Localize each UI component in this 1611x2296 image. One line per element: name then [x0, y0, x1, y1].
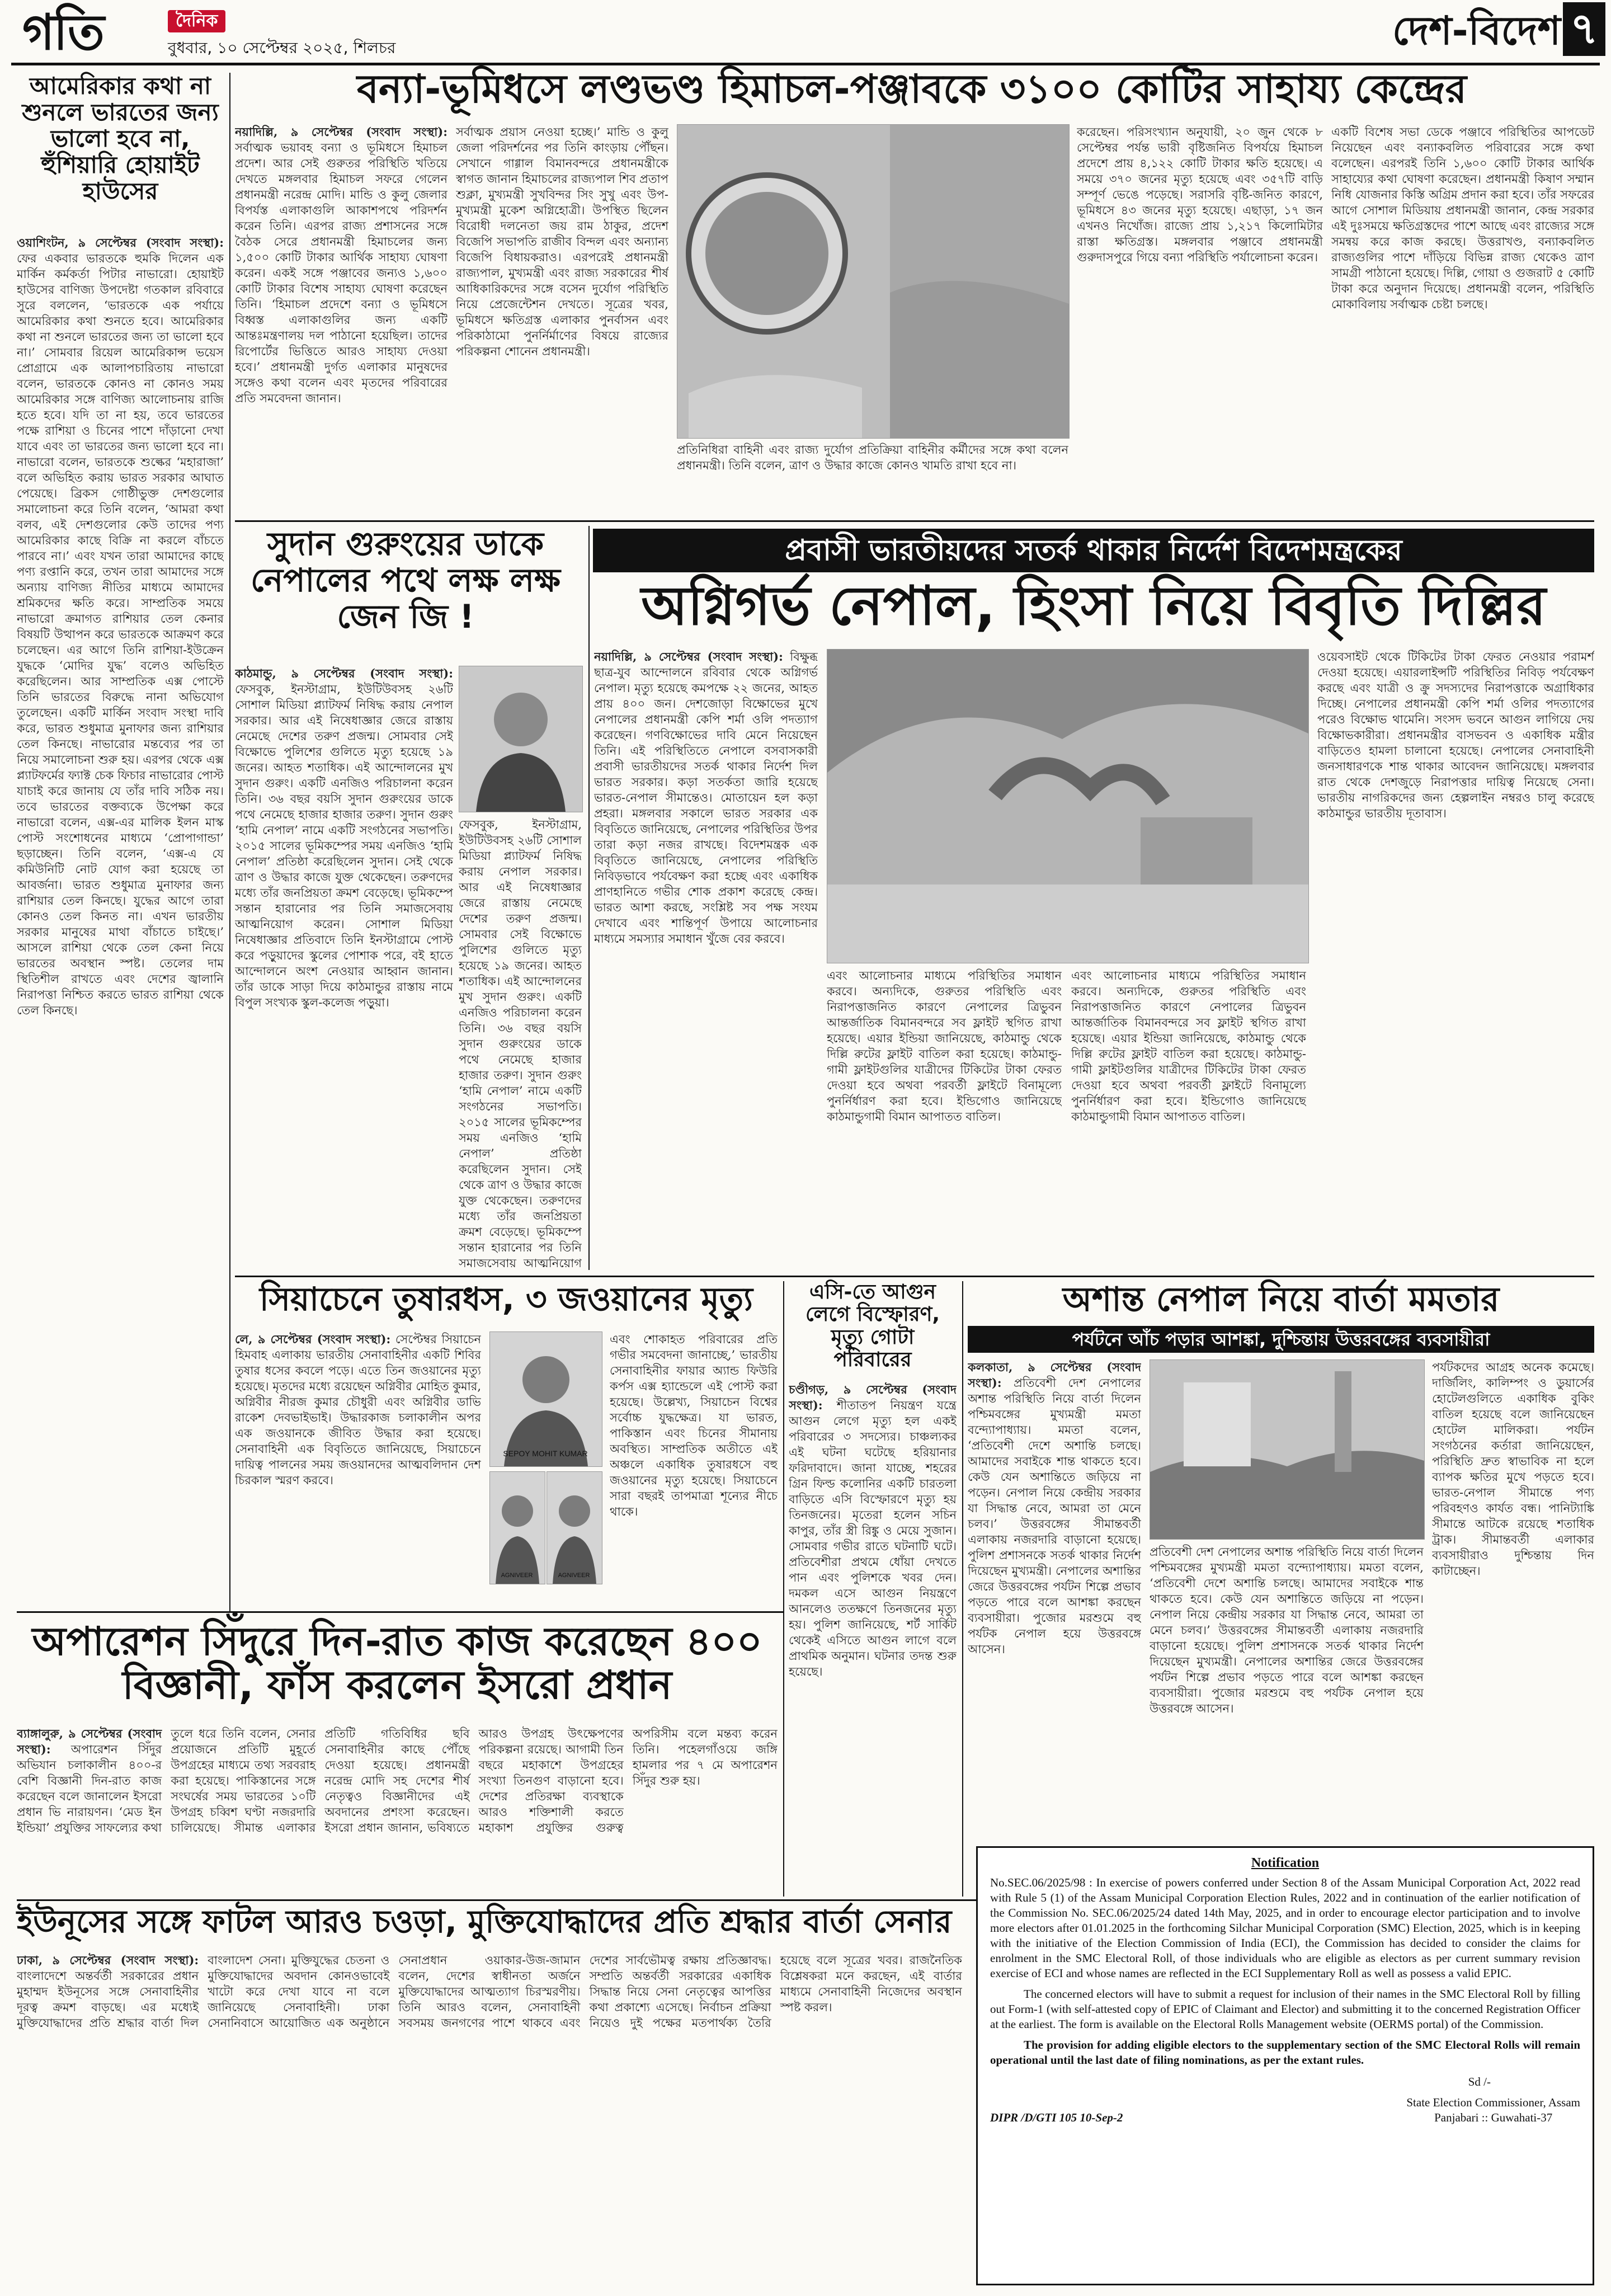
mamata-photo: [1150, 1359, 1425, 1540]
story-ac-fire: চণ্ডীগড়, ৯ সেপ্টেম্বর (সংবাদ সংস্থা): শীতাতপ নিয়ন্ত্রণ যন্ত্রে আগুন লেগে মৃত্যু হল একই পরিবারের ৩ সদস্যের। চাঞ্চল্যকর এই ঘটনা ঘটেছে হরিয়ানার ফরিদাবাদে। জানা যাচ্ছে, শহরের গ্রিন ফিল্ড কলোনির একটি চারতলা বাড়িতে এসি বিস্ফোরণে মৃত্যু হয় তিনজনের। মৃতেরা হলেন সচিন কাপুর, তাঁর স্ত্রী রিঙ্কু ও মেয়ে সুজান। সোমবার গভীর রাতে ঘটনাটি ঘটে। প্রতিবেশীরা প্রথমে ধোঁয়া দেখতে পান এবং পুলিশকে খবর দেন। দমকল এসে আগুন নিয়ন্ত্রণে আনলেও ততক্ষণে তিনজনের মৃত্যু হয়। পুলিশ জানিয়েছে, শর্ট সার্কিট থেকেই এসিতে আগুন লাগে বলে প্রাথমিক অনুমান। ঘটনার তদন্ত শুরু হয়েছে।: [789, 1382, 957, 1678]
story-nepal-col2: এবং আলোচনার মাধ্যমে পরিস্থিতির সমাধান করবে। অন্যদিকে, গুরুতর পরিস্থিতি এবং নিরাপত্তাজনিত কারণে নেপালের ত্রিভুবন আন্তর্জাতিক বিমানবন্দরে সব ফ্লাইট স্থগিত রাখা হয়েছে। এয়ার ইন্ডিয়া জানিয়েছে, কাঠমান্ডু থেকে দিল্লি রুটের ফ্লাইট বাতিল করা হয়েছে। কাঠমান্ডু-গামী ফ্লাইটগুলির যাত্রীদের টিকিটের টাকা ফেরত দেওয়া হবে অথবা পরবর্তী ফ্লাইটে বিনামূল্যে পুনর্নির্ধারণ করা হবে। ইন্ডিগোও জানিয়েছে কাঠমান্ডুগামী বিমান আপাতত বাতিল।: [827, 969, 1062, 1123]
story-isro: ব্যাঙ্গালুরু, ৯ সেপ্টেম্বর (সংবাদ সংস্থা): অপারেশন সিঁদুর অভিযান চলাকালীন ৪০০-র বেশি বিজ্ঞানী দিন-রাত কাজ করেছেন বলে জানালেন ইসরো প্রধান ভি নারায়ণন। ‘মেড ইন ইন্ডিয়া’ প্রযুক্তির সাফল্যের কথা তুলে ধরে তিনি বলেন, সেনার প্রয়োজনে প্রতিটি মুহূর্তে উপগ্রহের মাধ্যমে তথ্য সরবরাহ করা হয়েছে। পাকিস্তানের সঙ্গে সংঘর্ষের সময় ভারতের ১০টি উপগ্রহ চব্বিশ ঘণ্টা নজরদারি চালিয়েছে। সীমান্ত এলাকার প্রতিটি গতিবিধির ছবি সেনাবাহিনীর কাছে পৌঁছে দেওয়া হয়েছে। প্রধানমন্ত্রী নরেন্দ্র মোদি সহ দেশের শীর্ষ নেতৃত্বও বিজ্ঞানীদের এই অবদানের প্রশংসা করেছেন। ইসরো প্রধান জানান, ভবিষ্যতে আরও উপগ্রহ উৎক্ষেপণের পরিকল্পনা রয়েছে। আগামী তিন বছরে মহাকাশে উপগ্রহের সংখ্যা তিনগুণ বাড়ানো হবে। দেশের প্রতিরক্ষা ব্যবস্থাকে আরও শক্তিশালী করতে মহাকাশ প্রযুক্তির গুরুত্ব অপরিসীম বলে মন্তব্য করেন তিনি। পহেলগাঁওয়ে জঙ্গি হামলার পর ৭ মে অপারেশন সিঁদুর শুরু হয়।: [17, 1726, 778, 1834]
story-himachal-col4: একটি বিশেষ সভা ডেকে পঞ্জাবে পরিস্থিতির আপডেট নিয়েছেন এবং বন্যাকবলিত পরিবারের সঙ্গে কথা বলেছেন। এরপরই তিনি ১,৬০০ কোটি টাকার আর্থিক সাহায্যের কথা ঘোষণা করেছেন। প্রধানমন্ত্রী কিষাণ সম্মান নিধি যোজনার কিস্তি অগ্রিম প্রদান করা হবে। তাঁর সফরের আগে সোশাল মিডিয়ায় প্রধানমন্ত্রী জানান, কেন্দ্র সরকার এই দুঃসময়ে ক্ষতিগ্রস্তদের পাশে আছে এবং রাজ্যের সঙ্গে সমন্বয় করে কাজ করছে। উত্তরাখণ্ড, বন্যাকবলিত রাজ্যগুলির পাশে দাঁড়িয়ে বিভিন্ন রাজ্য থেকেও ত্রাণ সামগ্রী পাঠানো হয়েছে। দিল্লি, গোয়া ও গুজরাট ৫ কোটি টাকা করে অনুদান দিয়েছে। প্রধানমন্ত্রী বলেন, পরিস্থিতি মোকাবিলায় সর্বাত্মক চেষ্টা চলছে।: [1331, 125, 1594, 311]
dipr-code: DIPR /D/GTI 105 10-Sep-2: [990, 2111, 1123, 2124]
section-title: দেশ-বিদেশ: [1392, 8, 1561, 54]
story-mamata-right: পর্যটকদের আগ্রহ অনেক কমেছে। দার্জিলিং, কালিম্পং ও ডুয়ার্সের হোটেলগুলিতে একাধিক বুকিং বাতিল হয়েছে বলে জানিয়েছেন হোটেল মালিকরা। পর্যটন সংগঠনের কর্তারা জানিয়েছেন, পরিস্থিতি দ্রুত স্বাভাবিক না হলে ব্যাপক ক্ষতির মুখে পড়তে হবে। ভারত-নেপাল সীমান্তে পণ্য পরিবহণও কার্যত বন্ধ। পানিট্যাঙ্কি সীমান্তে আটকে রয়েছে শতাধিক ট্রাক। সীমান্তবর্তী এলাকার ব্যবসায়ীরাও দুশ্চিন্তায় দিন কাটাচ্ছেন।: [1432, 1361, 1594, 1578]
headline-mamata: অশান্ত নেপাল নিয়ে বার্তা মমতার: [1062, 1280, 1500, 1319]
headline-siachen: সিয়াচেনে তুষারধস, ৩ জওয়ানের মৃত্যু: [260, 1280, 753, 1318]
section-rule: [235, 520, 1594, 522]
notification-address: Panjabari :: Guwahati-37: [1434, 2111, 1553, 2124]
section-rule: [17, 1611, 783, 1613]
sudan-gurung-photo: [459, 666, 583, 812]
story-himachal-col1: নয়াদিল্লি, ৯ সেপ্টেম্বর (সংবাদ সংস্থা): সর্বাত্মক ভয়াবহ বন্যা ও ভূমিধসে হিমাচল প্রদেশ। আর সেই গুরুতর পরিস্থিতি খতিয়ে দেখতে মঙ্গলবার হিমাচল সফরে গেলেন প্রধানমন্ত্রী নরেন্দ্র মোদি। মান্ডি ও কুলু জেলার বিপর্যস্ত এলাকাগুলি আকাশপথে পরিদর্শন করেন তিনি। এরপর রাজ্য প্রশাসনের সঙ্গে বৈঠক সেরে প্রধানমন্ত্রী হিমাচলের জন্য ১,৫০০ কোটি টাকার আর্থিক সাহায্য ঘোষণা করেন। একই সঙ্গে পঞ্জাবের জন্যও ১,৬০০ কোটি টাকার বিশেষ সাহায্য ঘোষণা করেছেন তিনি। ‘হিমাচল প্রদেশে বন্যা ও ভূমিধসে বিধ্বস্ত এলাকাগুলির জন্য একটি আন্তঃমন্ত্রণালয় দল পাঠানো হয়েছিল। তাদের রিপোর্টের ভিত্তিতে আরও সাহায্য দেওয়া হবে।’ প্রধানমন্ত্রী দুর্গত এলাকার মানুষদের সঙ্গেও কথা বলেন এবং মৃতদের পরিবারের প্রতি সমবেদনা জানান।: [235, 125, 447, 405]
headline-yunus: ইউনূসের সঙ্গে ফাটল আরও চওড়া, মুক্তিযোদ্ধাদের প্রতি শ্রদ্ধার বার্তা সেনার: [17, 1904, 952, 1940]
notification-sig: Sd /-: [1468, 2075, 1491, 2088]
story-nepal-col3: এবং আলোচনার মাধ্যমে পরিস্থিতির সমাধান করবে। অন্যদিকে, গুরুতর পরিস্থিতি এবং নিরাপত্তাজনিত কারণে নেপালের ত্রিভুবন আন্তর্জাতিক বিমানবন্দরে সব ফ্লাইট স্থগিত রাখা হয়েছে। এয়ার ইন্ডিয়া জানিয়েছে, কাঠমান্ডু থেকে দিল্লি রুটের ফ্লাইট বাতিল করা হয়েছে। কাঠমান্ডু-গামী ফ্লাইটগুলির যাত্রীদের টিকিটের টাকা ফেরত দেওয়া হবে অথবা পরবর্তী ফ্লাইটে বিনামূল্যে পুনর্নির্ধারণ করা হবে। ইন্ডিগোও জানিয়েছে কাঠমান্ডুগামী বিমান আপাতত বাতিল।: [1071, 969, 1306, 1123]
mamata-subhead: পর্যটনে আঁচ পড়ার আশঙ্কা, দুশ্চিন্তায় উত্তরবঙ্গের ব্যবসায়ীরা: [968, 1326, 1594, 1353]
story-nepal-col4: ওয়েবসাইট থেকে টিকিটের টাকা ফেরত নেওয়ার পরামর্শ দেওয়া হয়েছে। এয়ারলাইন্সটি পরিস্থিতির নিবিড় পর্যবেক্ষণ করছে এবং যাত্রী ও ক্রু সদস্যদের নিরাপত্তাকে অগ্রাধিকার দিচ্ছে। নেপালের প্রধানমন্ত্রী কেপি শর্মা ওলির পদত্যাগের পরেও বিক্ষোভ থামেনি। সংসদ ভবনে আগুন লাগিয়ে দেয় বিক্ষোভকারীরা। প্রধানমন্ত্রীর বাসভবন ও একাধিক মন্ত্রীর বাড়িতেও হামলা চালানো হয়েছে। নেপালের সেনাবাহিনী জনসাধারণকে শান্ত থাকার আবেদন জানিয়েছে। মঙ্গলবার রাত থেকে দেশজুড়ে নিরাপত্তার দায়িত্ব নিয়েছে সেনা। ভারতীয় নাগরিকদের জন্য হেল্পলাইন নম্বরও চালু করেছে কাঠমান্ডুর ভারতীয় দূতাবাস।: [1317, 650, 1594, 820]
soldier-name-1: SEPOY MOHIT KUMAR: [503, 1449, 588, 1458]
himachal-photo: [677, 124, 1070, 439]
headline-isro: অপারেশন সিঁদুরে দিন-রাত কাজ করেছেন ৪০০ বিজ্ঞানী, ফাঁস করলেন ইসরো প্রধান: [32, 1619, 762, 1709]
issue-date: বুধবার, ১০ সেপ্টেম্বর ২০২৫, শিলচর: [168, 39, 396, 57]
headline-himachal: বন্যা-ভূমিধসে লণ্ডভণ্ড হিমাচল-পঞ্জাবকে ৩১০০ কোটির সাহায্য কেন্দ্রের: [356, 66, 1467, 112]
soldier-name-3: AGNIVEER: [558, 1572, 590, 1579]
headline-nepal: অগ্নিগর্ভ নেপাল, হিংসা নিয়ে বিবৃতি দিল্লির: [641, 575, 1546, 637]
notification-signatory: State Election Commissioner, Assam: [1406, 2096, 1580, 2109]
column-rule: [229, 73, 230, 1611]
notification-para-2: The concerned electors will have to submit a request for inclusion of their names in the SMC Electoral Roll by filling out Form-1 (with self-attested copy of EPIC of Claimant and Elector) and submitting it to the concerned Registration Officer at the earliest. The form is available on the Electoral Rolls Management website (OERMS portal) of the Commission.: [990, 1987, 1580, 2031]
masthead-rule: [11, 63, 1600, 65]
story-nepal-col1: নয়াদিল্লি, ৯ সেপ্টেম্বর (সংবাদ সংস্থা): বিক্ষুব্ধ ছাত্র-যুব আন্দোলনে রবিবার থেকে অগ্নিগর্ভ নেপাল। মৃত্যু হয়েছে কমপক্ষে ২২ জনের, আহত প্রায় ৪০০ জন। দেশজোড়া বিক্ষোভের মুখে নেপালের প্রধানমন্ত্রী কেপি শর্মা ওলি পদত্যাগ করেছেন। গণবিক্ষোভের দাবি মেনে নিয়েছেন তিনি। এই পরিস্থিতিতে নেপালে বসবাসকারী প্রবাসী ভারতীয়দের সতর্ক থাকার নির্দেশ দিল ভারত সরকার। কড়া সতর্কতা জারি হয়েছে ভারত-নেপাল সীমান্তেও। মোতায়েন হল কড়া প্রহরা। মঙ্গলবার সকালে ভারত সরকার এক বিবৃতিতে জানিয়েছে, নেপালের পরিস্থিতির উপর তারা কড়া নজর রাখছে। বিদেশমন্ত্রক এক বিবৃতিতে জানিয়েছে, নেপালের পরিস্থিতি নিবিড়ভাবে পর্যবেক্ষণ করা হচ্ছে এবং একাধিক প্রাণহানিতে গভীর শোক প্রকাশ করেছে কেন্দ্র। ভারত আশা করছে, সংশ্লিষ্ট সব পক্ষ সংযম দেখাবে এবং শান্তিপূর্ণ উপায়ে আলোচনার মাধ্যমে সমস্যার সমাধান খুঁজে বের করবে।: [594, 650, 818, 945]
soldier-photo-2: [489, 1471, 545, 1584]
soldier-photo-3: [547, 1471, 602, 1584]
nepal-fire-photo: [827, 649, 1309, 963]
newspaper-logo: গতি: [22, 3, 103, 61]
himachal-photo-caption: প্রতিনিধিরা বাহিনী এবং রাজ্য দুর্যোগ প্রতিক্রিয়া বাহিনীর কর্মীদের সঙ্গে কথা বলেন প্রধানমন্ত্রী। তিনি বলেন, ত্রাণ ও উদ্ধার কাজে কোনও খামতি রাখা হবে না।: [677, 443, 1068, 472]
story-siachen: লে, ৯ সেপ্টেম্বর (সংবাদ সংস্থা): সেপ্টেম্বর সিয়াচেন হিমবাহ এলাকায় ভারতীয় সেনাবাহিনীর একটি শিবির তুষার ধসের কবলে পড়ে। এতে তিন জওয়ানের মৃত্যু হয়েছে। মৃতদের মধ্যে রয়েছেন অগ্নিবীর মোহিত কুমার, অগ্নিবীর নীরজ কুমার চৌধুরী এবং অগ্নিবীর ডাভি রাকেশ দেবভাইভাই। উদ্ধারকাজ চলাকালীন অপর এক জওয়ানকে জীবিত উদ্ধার করা হয়েছে। সেনাবাহিনী এক বিবৃতিতে জানিয়েছে, সিয়াচেনে দায়িত্ব পালনের সময় জওয়ানদের আত্মবলিদান দেশ চিরকাল স্মরণ করবে।: [235, 1332, 481, 1487]
story-sudan-cont: ফেসবুক, ইনস্টাগ্রাম, ইউটিউবসহ ২৬টি সোশাল মিডিয়া প্ল্যাটফর্ম নিষিদ্ধ করায় নেপাল সরকার। আর এই নিষেধাজ্ঞার জেরে রাস্তায় নেমেছে দেশের তরুণ প্রজন্ম। সোমবার সেই বিক্ষোভে পুলিশের গুলিতে মৃত্যু হয়েছে ১৯ জনের। আহত শতাধিক। এই আন্দোলনের মুখ সুদান গুরুং। একটি এনজিও পরিচালনা করেন তিনি। ৩৬ বছর বয়সি সুদান গুরুংয়ের ডাকে পথে নেমেছে হাজার হাজার তরুণ। সুদান গুরুং ‘হামি নেপাল’ নামে একটি সংগঠনের সভাপতি। ২০১৫ সালের ভূমিকম্পের সময় এনজিও ‘হামি নেপাল’ প্রতিষ্ঠা করেছিলেন সুদান। সেই থেকে ত্রাণ ও উদ্ধার কাজে যুক্ত থেকেছেন। তরুণদের মধ্যে তাঁর জনপ্রিয়তা ক্রমশ বেড়েছে। ভূমিকম্পে সন্তান হারানোর পর তিনি সমাজসেবায় আত্মনিয়োগ: [459, 818, 582, 1270]
story-us-warning: ওয়াশিংটন, ৯ সেপ্টেম্বর (সংবাদ সংস্থা): ফের একবার ভারতকে হুমকি দিলেন এক মার্কিন কর্মকর্তা পিটার নাভারো। হোয়াইট হাউসের বাণিজ্য উপদেষ্টা গতকাল রবিবারে সুরে বললেন, ‘ভারতকে এক পর্যায়ে আমেরিকার কথা শুনতে হবে। আমেরিকার কথা না শুনলে ভারতের জন্য তা ভালো হবে না।’ সোমবার রিয়েল আমেরিকান্স ভয়েস প্রোগ্রামে এক আলাপচারিতায় নাভারো বলেন, ভারতকে কোনও না কোনও সময় আমেরিকার সঙ্গে বাণিজ্য আলোচনায় রাজি হতে হবে। যদি তা না হয়, তবে ভারতের পক্ষে রাশিয়া ও চিনের পাশে দাঁড়ানো দেখা যাবে এবং তা ভারতের জন্য ভালো হবে না। নাভারো বলেন, ভারতকে শুল্কের ‘মহারাজা’ বলে অভিহিত করায় ভারত সরকার আঘাত পেয়েছে। ব্রিকস গোষ্ঠীভুক্ত দেশগুলোর সমালোচনা করে তিনি বলেন, ‘আমরা কথা বলব, এই দেশগুলোর কেউ তাদের পণ্য আমেরিকার কাছে বিক্রি না করলে বাঁচতে পারবে না।’ এবং যখন তারা আমাদের কাছে পণ্য রপ্তানি করে, তখন তারা আমাদের সঙ্গে অন্যায় বাণিজ্য নীতির মাধ্যমে আমাদের শ্রমিকদের ক্ষতি করে। সাম্প্রতিক সময়ে নাভারো ক্রমাগত রাশিয়ার তেল কেনার বিষয়টি উত্থাপন করে ভারতকে আক্রমণ করে চলেছেন। এর আগে তিনি রাশিয়া-ইউক্রেন যুদ্ধকে ‘মোদির যুদ্ধ’ বলেও অভিহিত করেছিলেন। আর সাম্প্রতিক এক্স পোস্টে তিনি ভারতের বিরুদ্ধে নানা অভিযোগ তুলেছেন। একটি মার্কিন সংবাদ সংস্থা দাবি করে, ভারত শুধুমাত্র মুনাফার জন্য রাশিয়ার তেল কিনছে। নাভারোর মন্তব্যের পর তা নিয়ে সমালোচনা শুরু হয়। এরপর থেকে এক্স প্ল্যাটফর্মের ফ্যাক্ট চেক ফিচার নাভারোর পোস্ট যাচাই করে জানায় যে তাঁর দাবি সঠিক নয়। তবে ভারতের বক্তব্যকে উপেক্ষা করে নাভারো বলেন, এক্স-এর মালিক ইলন মাস্ক পোস্ট সংশোধনের মাধ্যমে ‘প্রোপাগান্ডা’ ছড়াচ্ছেন। তিনি বলেন, ‘এক্স-এ যে কমিউনিটি নোট যোগ করা হয়েছে তা আবর্জনা। ভারত শুধুমাত্র মুনাফার জন্য রাশিয়ার তেল কিনছে। যুদ্ধের আগে তারা কোনও তেল কিনত না। এখন ভারতীয় সরকার মানুষের মাথা বাঁচাতে চাইছে।’ আসলে রাশিয়া থেকে তেল কেনা নিয়ে ভারতের অবস্থান স্পষ্ট। তেলের দাম স্থিতিশীল রাখতে এবং দেশের জ্বালানি নিরাপত্তা নিশ্চিত করতে ভারত রাশিয়া থেকে তেল কিনছে।: [17, 236, 224, 1017]
headline-ac-fire: এসি-তে আগুন লেগে বিস্ফোরণ, মৃত্যু গোটা পরিবারের: [805, 1281, 940, 1371]
page-number: ৭: [1563, 2, 1605, 56]
story-himachal-col2: সর্বাত্মক প্রয়াস নেওয়া হচ্ছে।’ মান্ডি ও কুলু জেলা পরিদর্শনের পর তিনি কাংড়ায় পৌঁছন। সেখানে গাগ্গাল বিমানবন্দরে প্রধানমন্ত্রীকে স্বাগত জানান হিমাচলের রাজ্যপাল শিব প্রতাপ শুক্লা, মুখ্যমন্ত্রী সুখবিন্দর সিং সুখু এবং উপ-মুখ্যমন্ত্রী মুকেশ অগ্নিহোত্রী। উপস্থিত ছিলেন বিরোধী দলনেতা জয় রাম ঠাকুর, প্রদেশ বিজেপি সভাপতি রাজীব বিন্দল এবং অন্যান্য বিজেপি বিধায়করাও। এরপরেই প্রধানমন্ত্রী রাজ্যপাল, মুখ্যমন্ত্রী এবং রাজ্য সরকারের শীর্ষ আধিকারিকদের সঙ্গে বসেন দুর্যোগ পরিস্থিতি নিয়ে প্রেজেন্টেশন দেখতে। সূত্রের খবর, ভূমিধসে ক্ষতিগ্রস্ত এলাকার পুনর্বাসন এবং পরিকাঠামো পুনর্নির্মাণের বিষয়ে রাজ্যের পরিকল্পনা শোনেন প্রধানমন্ত্রী।: [456, 125, 668, 358]
story-siachen-cont: এবং শোকাহত পরিবারের প্রতি গভীর সমবেদনা জানাচ্ছে,’ ভারতীয় সেনাবাহিনীর ফায়ার অ্যান্ড ফিউরি কর্পস এক্স হ্যান্ডেলে এই পোস্ট করা হয়েছে। উল্লেখ্য, সিয়াচেন বিশ্বের সর্বোচ্চ যুদ্ধক্ষেত্র। যা ভারত, পাকিস্তান এবং চিনের সীমানায় অবস্থিত। সাম্প্রতিক অতীতে এই অঞ্চলে একাধিক তুষারধসে বহু জওয়ানের মৃত্যু হয়েছে। সিয়াচেনে সারা বছরই তাপমাত্রা শূন্যের নীচে থাকে।: [610, 1333, 778, 1518]
section-rule: [235, 1276, 1594, 1277]
story-sudan: কাঠমান্ডু, ৯ সেপ্টেম্বর (সংবাদ সংস্থা): ফেসবুক, ইনস্টাগ্রাম, ইউটিউবসহ ২৬টি সোশাল মিডিয়া প্ল্যাটফর্ম নিষিদ্ধ করায় নেপাল সরকার। আর এই নিষেধাজ্ঞার জেরে রাস্তায় নেমেছে দেশের তরুণ প্রজন্ম। সোমবার সেই বিক্ষোভে পুলিশের গুলিতে মৃত্যু হয়েছে ১৯ জনের। আহত শতাধিক। এই আন্দোলনের মুখ সুদান গুরুং। একটি এনজিও পরিচালনা করেন তিনি। ৩৬ বছর বয়সি সুদান গুরুংয়ের ডাকে পথে নেমেছে হাজার হাজার তরুণ। সুদান গুরুং ‘হামি নেপাল’ নামে একটি সংগঠনের সভাপতি। ২০১৫ সালের ভূমিকম্পের সময় এনজিও ‘হামি নেপাল’ প্রতিষ্ঠা করেছিলেন সুদান। সেই থেকে ত্রাণ ও উদ্ধার কাজে যুক্ত থেকেছেন। তরুণদের মধ্যে তাঁর জনপ্রিয়তা ক্রমশ বেড়েছে। ভূমিকম্পে সন্তান হারানোর পর তিনি সমাজসেবায় আত্মনিয়োগ করেন। সোশাল মিডিয়া নিষেধাজ্ঞার প্রতিবাদে তিনি ইনস্টাগ্রামে পোস্ট করে পড়ুয়াদের স্কুলের পোশাক পরে, বই হাতে আন্দোলনে অংশ নেওয়ার আহ্বান জানান। তাঁর ডাকে সাড়া দিয়ে কাঠমান্ডুর রাস্তায় নামে বিপুল সংখ্যক স্কুল-কলেজ পড়ুয়া।: [235, 666, 453, 1009]
soldier-photo-1: [489, 1332, 602, 1467]
story-yunus: ঢাকা, ৯ সেপ্টেম্বর (সংবাদ সংস্থা): বাংলাদেশে অন্তর্বর্তী সরকারের প্রধান মুহাম্মদ ইউনূসের সঙ্গে সেনাবাহিনীর দূরত্ব ক্রমশ বাড়ছে। এর মধ্যেই মুক্তিযোদ্ধাদের প্রতি শ্রদ্ধার বার্তা দিল বাংলাদেশ সেনা। মুক্তিযুদ্ধের চেতনা ও মুক্তিযোদ্ধাদের অবদান কোনওভাবেই খাটো করে দেখা যাবে না বলে জানিয়েছে সেনাবাহিনী। ঢাকা সেনানিবাসে আয়োজিত এক অনুষ্ঠানে সেনাপ্রধান ওয়াকার-উজ-জামান বলেন, দেশের স্বাধীনতা অর্জনে মুক্তিযোদ্ধাদের আত্মত্যাগ চিরস্মরণীয়। তিনি আরও বলেন, সেনাবাহিনী সবসময় জনগণের পাশে থাকবে এবং দেশের সার্বভৌমত্ব রক্ষায় প্রতিজ্ঞাবদ্ধ। সম্প্রতি অন্তর্বর্তী সরকারের একাধিক সিদ্ধান্ত নিয়ে সেনা নেতৃত্বের আপত্তির কথা প্রকাশ্যে এসেছে। নির্বাচন প্রক্রিয়া নিয়েও দুই পক্ষের মতপার্থক্য তৈরি হয়েছে বলে সূত্রের খবর। রাজনৈতিক বিশ্লেষকরা মনে করছেন, এই বার্তার মাধ্যমে সেনাবাহিনী নিজেদের অবস্থান স্পষ্ট করল।: [17, 1953, 962, 2030]
daily-badge: দৈনিক: [168, 10, 225, 32]
story-mamata: কলকাতা, ৯ সেপ্টেম্বর (সংবাদ সংস্থা): প্রতিবেশী দেশ নেপালের অশান্ত পরিস্থিতি নিয়ে বার্তা দিলেন পশ্চিমবঙ্গের মুখ্যমন্ত্রী মমতা বন্দ্যোপাধ্যায়। মমতা বলেন, ‘প্রতিবেশী দেশে অশান্তি চলছে। আমাদের সবাইকে শান্ত থাকতে হবে। কেউ যেন অশান্তিতে জড়িয়ে না পড়েন। নেপাল নিয়ে কেন্দ্রীয় সরকার যা সিদ্ধান্ত নেবে, আমরা তা মেনে চলব।’ উত্তরবঙ্গের সীমান্তবর্তী এলাকায় নজরদারি বাড়ানো হয়েছে। পুলিশ প্রশাসনকে সতর্ক থাকার নির্দেশ দিয়েছেন মুখ্যমন্ত্রী। নেপালের অশান্তির জেরে উত্তরবঙ্গের পর্যটন শিল্পে প্রভাব পড়তে পারে বলে আশঙ্কা করছেন ব্যবসায়ীরা। পুজোর মরশুমে বহু পর্যটক নেপাল হয়ে উত্তরবঙ্গে আসেন।: [968, 1360, 1141, 1656]
headline-us-warning: আমেরিকার কথা না শুনলে ভারতের জন্য ভালো হবে না, হুঁশিয়ারি হোয়াইট হাউসের: [22, 72, 219, 205]
column-rule: [783, 1281, 784, 1897]
story-himachal-col3: করেছেন। পরিসংখ্যান অনুযায়ী, ২০ জুন থেকে ৮ সেপ্টেম্বর পর্যন্ত ভারী বৃষ্টিজনিত বিপর্যয়ে হিমাচল প্রদেশে প্রায় ৪,১২২ কোটি টাকার ক্ষতি হয়েছে। এ সময়ে ৩৭০ জনের মৃত্যু হয়েছে এবং ৩৫৭টি বাড়ি সম্পূর্ণ ভেঙে পড়েছে। সরাসরি বৃষ্টি-জনিত কারণে, ভূমিধসে ৪৩ জনের মৃত্যু হয়েছে। এছাড়া, ১৭ জন এখনও নিখোঁজ। রাজ্যে প্রায় ১,২১৭ কিলোমিটার রাস্তা ক্ষতিগ্রস্ত। মঙ্গলবার পঞ্জাবে প্রধানমন্ত্রী গুরুদাসপুরে গিয়ে বন্যা পরিস্থিতি পর্যালোচনা করেন।: [1077, 125, 1323, 264]
column-rule: [962, 1281, 963, 1897]
notification-title: Notification: [1251, 1856, 1320, 1870]
election-notification: [976, 1846, 1594, 2285]
column-rule: [588, 526, 590, 1270]
soldier-name-2: AGNIVEER: [501, 1572, 533, 1579]
notification-para-1: No.SEC.06/2025/98 : In exercise of powers conferred under Section 8 of the Assam Municipal Corporation Act, 2022 read with Rule 5 (1) of the Assam Municipal Corporation Election Rules, 2022 and in continuation of the earlier notification of the Commission No. SEC.06/2025/24 dated 14th May, 2025, and in order to encourage elector participation and to involve more electors after 01.01.2025 in the forthcoming Silchar Municipal Corporation (SMC) Election, 2025, which is in keeping with the initiative of the Election Commission of India (ECI), the Commission has decided to consider the claims for enrolment in the SMC Electoral Roll, of those individuals who are eligible as electors as per current summary revision exercise of ECI and whose names are reflected in the ECI Supplementary Roll as well as possess a valid EPIC.: [990, 1876, 1580, 1980]
notification-para-3: The provision for adding eligible electors to the supplementary section of the SMC Electoral Rolls will remain operational until the last date of filing nominations, as per the extant rules.: [990, 2038, 1580, 2067]
headline-sudan: সুদান গুরুংয়ের ডাকে নেপালের পথে লক্ষ লক্ষ জেন জি !: [251, 525, 560, 636]
story-mamata-cont: প্রতিবেশী দেশ নেপালের অশান্ত পরিস্থিতি নিয়ে বার্তা দিলেন পশ্চিমবঙ্গের মুখ্যমন্ত্রী মমতা বন্দ্যোপাধ্যায়। মমতা বলেন, ‘প্রতিবেশী দেশে অশান্তি চলছে। আমাদের সবাইকে শান্ত থাকতে হবে। কেউ যেন অশান্তিতে জড়িয়ে না পড়েন। নেপাল নিয়ে কেন্দ্রীয় সরকার যা সিদ্ধান্ত নেবে, আমরা তা মেনে চলব।’ উত্তরবঙ্গের সীমান্তবর্তী এলাকায় নজরদারি বাড়ানো হয়েছে। পুলিশ প্রশাসনকে সতর্ক থাকার নির্দেশ দিয়েছেন মুখ্যমন্ত্রী। নেপালের অশান্তির জেরে উত্তরবঙ্গের পর্যটন শিল্পে প্রভাব পড়তে পারে বলে আশঙ্কা করছেন ব্যবসায়ীরা। পুজোর মরশুমে বহু পর্যটক নেপাল হয়ে উত্তরবঙ্গে আসেন।: [1150, 1545, 1424, 1715]
nepal-banner: প্রবাসী ভারতীয়দের সতর্ক থাকার নির্দেশ বিদেশমন্ত্রকের: [593, 529, 1594, 572]
